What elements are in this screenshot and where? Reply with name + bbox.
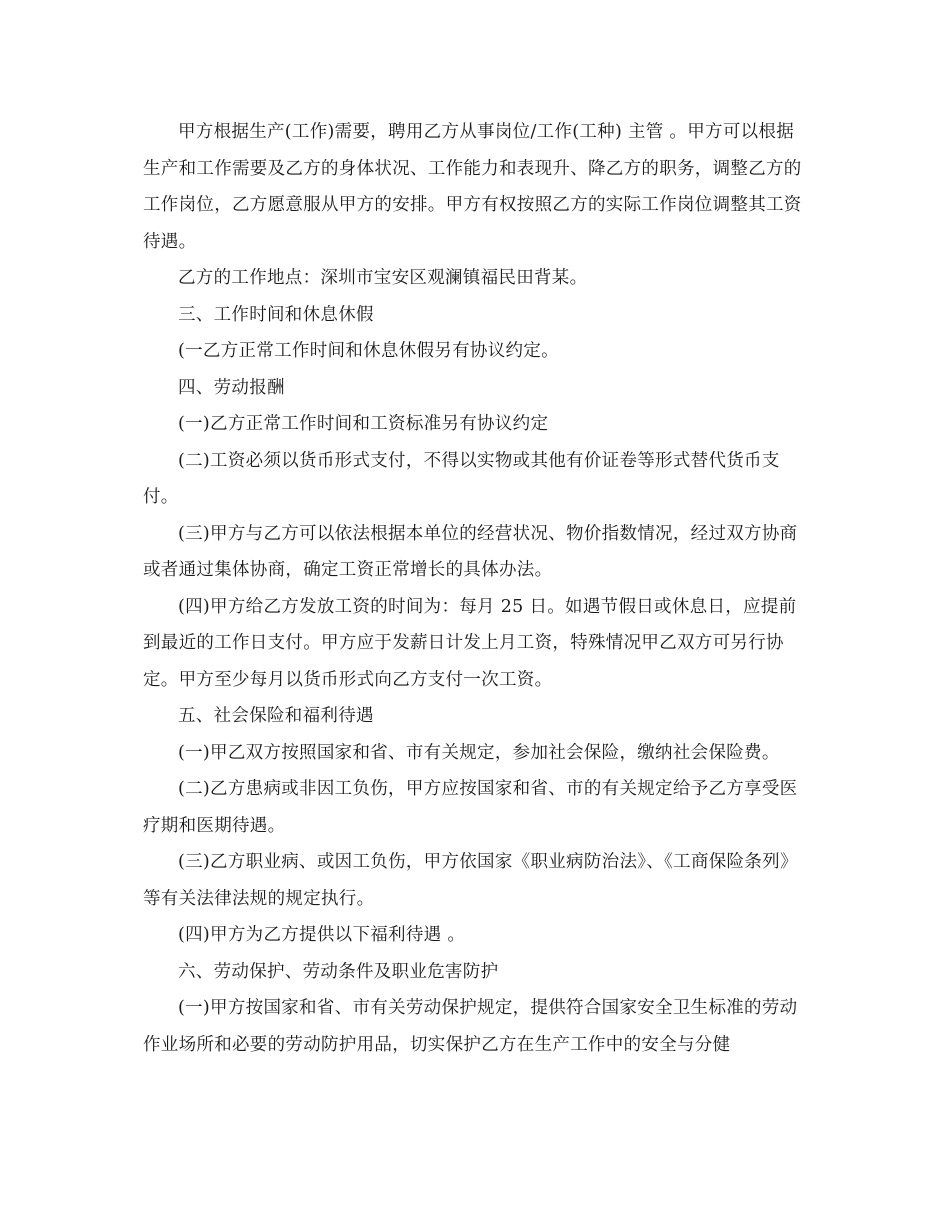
paragraph-remuneration-1: (一)乙方正常工作时间和工资标准另有协议约定: [178, 414, 549, 434]
document-body: [143, 114, 803, 1063]
paragraph-insurance-4: (四)甲方为乙方提供以下福利待遇 。: [178, 925, 466, 945]
paragraph-work-hours-1: (一乙方正常工作时间和休息休假另有协议约定。: [178, 341, 559, 361]
paragraph-remuneration-4: (四)甲方给乙方发放工资的时间为：每月 25 日。如遇节假日或休息日，应提前到最近的工作日支付。甲方应于发薪日计发上月工资，特殊情况甲乙双方可另行协定。甲方至少每月以货币形式向乙方支付一次工资。: [143, 596, 797, 690]
paragraph-insurance-1: (一)甲乙双方按照国家和省、市有关规定，参加社会保险，缴纳社会保险费。: [178, 742, 780, 763]
paragraph-insurance-3: (三)乙方职业病、或因工负伤，甲方依国家《职业病防治法》、《工商保险条列》等有关法律法规的规定执行。: [143, 852, 798, 909]
paragraph-work-location: 乙方的工作地点：深圳市宝安区观澜镇福民田背某。: [178, 268, 588, 288]
section-heading-remuneration: 四、劳动报酬: [178, 377, 285, 398]
section-heading-social-insurance: 五、社会保险和福利待遇: [178, 706, 374, 726]
paragraph-insurance-2: (二)乙方患病或非因工负伤，甲方应按国家和省、市的有关规定给予乙方享受医疗期和医期待遇。: [143, 779, 798, 836]
paragraph-job-assignment: 甲方根据生产(工作)需要，聘用乙方从事岗位/工作(工种) 主管 。甲方可以根据生产和工作需要及乙方的身体状况、工作能力和表现升、降乙方的职务，调整乙方的工作岗位，乙方愿意服从甲方的安排。甲方有权按照乙方的实际工作岗位调整其工资待遇。: [143, 122, 802, 252]
section-heading-labor-protection: 六、劳动保护、劳动条件及职业危害防护: [178, 961, 499, 982]
paragraph-remuneration-2: (二)工资必须以货币形式支付，不得以实物或其他有价证卷等形式替代货币支付。: [143, 450, 780, 507]
paragraph-remuneration-3: (三)甲方与乙方可以依法根据本单位的经营状况、物价指数情况，经过双方协商或者通过集体协商，确定工资正常增长的具体办法。: [143, 523, 798, 580]
section-heading-work-hours: 三、工作时间和休息休假: [178, 304, 374, 325]
paragraph-protection-1: (一)甲方按国家和省、市有关劳动保护规定，提供符合国家安全卫生标准的劳动作业场所和必要的劳动防护用品，切实保护乙方在生产工作中的安全与分健: [143, 998, 798, 1055]
